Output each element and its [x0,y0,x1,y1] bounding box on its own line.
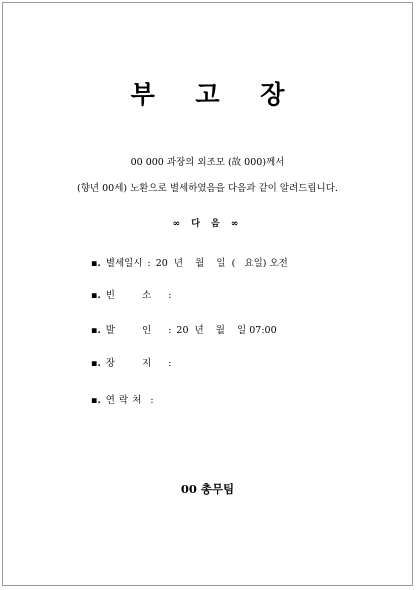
date-colon: : [147,258,151,269]
departure-label: 발 인 [105,325,164,336]
bullet-mark: ▪. [91,395,101,406]
detail-row-departure [91,324,277,338]
detail-row-burial [91,357,176,371]
departure-colon: : [168,325,172,336]
document-page [2,2,413,586]
bullet-mark: ▪. [91,358,101,369]
burial-label: 장 지 [105,358,164,369]
room-colon: : [168,290,172,301]
departure-value: 20 년 월 일 07:00 [176,325,277,336]
intro-line-1: 00 000 과장의 외조모 (故 000)께서 [130,157,285,168]
notice-heading: ∞ 다 음 ∞ [172,219,243,229]
room-label: 빈 소 [105,290,164,301]
bullet-mark: ▪. [91,290,101,301]
intro-line-2: (향년 00세) 노환으로 별세하였음을 다음과 같이 알려드립니다. [77,183,338,194]
detail-row-contact [91,394,159,408]
detail-row-room [91,289,176,303]
date-label: 별세일시 [105,258,143,269]
date-value: 20 년 월 일 ( 요일) 오전 [155,258,288,269]
burial-colon: : [168,358,172,369]
contact-label: 연락처 [105,395,146,406]
bullet-mark: ▪. [91,325,101,336]
signature: 00 총무팀 [180,482,235,496]
contact-colon: : [150,395,154,406]
document-title: 부 고 장 [130,80,301,109]
bullet-mark: ▪. [91,258,101,269]
detail-row-date [91,257,288,271]
